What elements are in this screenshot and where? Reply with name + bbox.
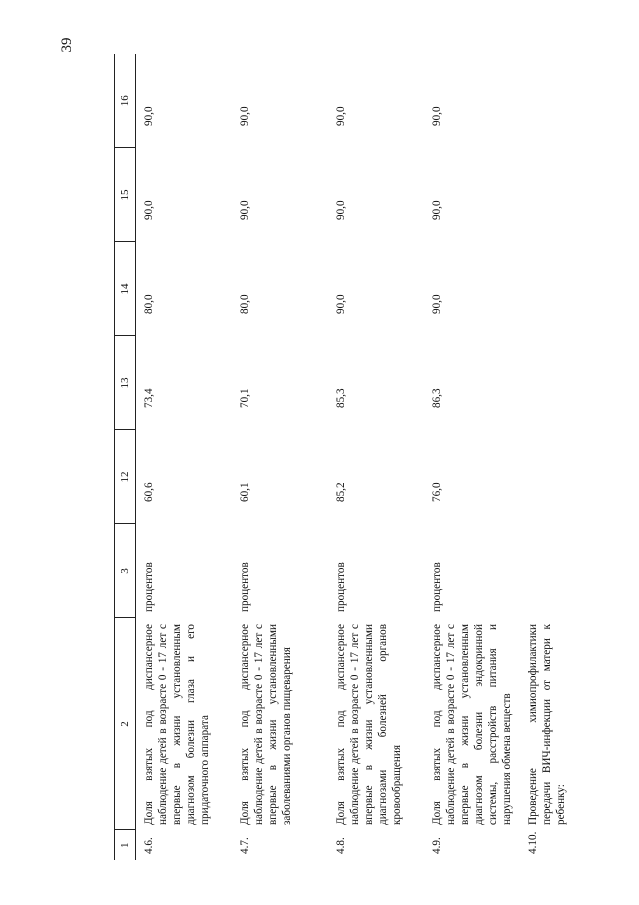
column-header: 2 bbox=[115, 618, 136, 830]
indicator-name: Доля взятых под диспансерное наблюдение детей в возрасте 0 - 17 лет с впервые в жизни установленными диагнозами болезней органов кровообращения bbox=[335, 624, 403, 825]
value-cell bbox=[520, 54, 568, 148]
row-number: 4.10. bbox=[527, 831, 539, 854]
column-header: 1 bbox=[115, 830, 136, 860]
table-row bbox=[520, 54, 568, 860]
value-cell: 90,0 bbox=[143, 106, 155, 126]
row-number: 4.6. bbox=[143, 837, 155, 854]
indicator-name: Доля взятых под диспансерное наблюдение детей в возрасте 0 - 17 лет с впервые в жизни установленным диагнозом болезни эндокринной системы, расстройств питания и нарушения обмена веществ bbox=[431, 624, 513, 825]
column-header: 14 bbox=[115, 242, 136, 336]
value-cell: 90,0 bbox=[143, 200, 155, 220]
value-cell: 90,0 bbox=[335, 294, 347, 314]
value-cell: 80,0 bbox=[239, 294, 251, 314]
value-cell: 60,6 bbox=[143, 482, 155, 502]
table-row bbox=[424, 54, 520, 860]
rotated-table-container bbox=[114, 54, 614, 860]
column-header: 15 bbox=[115, 148, 136, 242]
value-cell: 90,0 bbox=[431, 106, 443, 126]
table-row bbox=[136, 54, 233, 860]
header-row bbox=[115, 54, 136, 860]
column-header: 16 bbox=[115, 54, 136, 148]
unit-cell: процентов bbox=[335, 562, 347, 612]
unit-cell: процентов bbox=[431, 562, 443, 612]
unit-cell: процентов bbox=[143, 562, 155, 612]
value-cell bbox=[520, 148, 568, 242]
indicator-name: Доля взятых под диспансерное наблюдение детей в возрасте 0 - 17 лет с впервые в жизни установленными заболеваниями органов пищеварения bbox=[239, 624, 293, 825]
value-cell: 76,0 bbox=[431, 482, 443, 502]
column-header: 13 bbox=[115, 336, 136, 430]
value-cell: 90,0 bbox=[335, 106, 347, 126]
value-cell: 90,0 bbox=[239, 200, 251, 220]
value-cell bbox=[520, 336, 568, 430]
value-cell: 90,0 bbox=[431, 294, 443, 314]
page-number: 39 bbox=[59, 37, 75, 53]
value-cell: 85,3 bbox=[335, 388, 347, 408]
table-row bbox=[232, 54, 328, 860]
value-cell: 90,0 bbox=[239, 106, 251, 126]
row-number: 4.7. bbox=[239, 837, 251, 854]
row-number: 4.8. bbox=[335, 837, 347, 854]
value-cell: 80,0 bbox=[143, 294, 155, 314]
value-cell bbox=[520, 430, 568, 524]
value-cell: 90,0 bbox=[431, 200, 443, 220]
value-cell: 86,3 bbox=[431, 388, 443, 408]
row-number: 4.9. bbox=[431, 837, 443, 854]
value-cell: 73,4 bbox=[143, 388, 155, 408]
indicator-name: Проведение химиопрофилактики передачи ВИЧ-инфекции от матери к ребенку: bbox=[527, 624, 567, 825]
value-cell: 85,2 bbox=[335, 482, 347, 502]
table-row bbox=[328, 54, 424, 860]
indicators-table bbox=[114, 54, 568, 860]
value-cell: 60,1 bbox=[239, 482, 251, 502]
value-cell: 90,0 bbox=[335, 200, 347, 220]
column-header: 12 bbox=[115, 430, 136, 524]
unit-cell bbox=[520, 524, 568, 618]
value-cell bbox=[520, 242, 568, 336]
value-cell: 70,1 bbox=[239, 388, 251, 408]
indicator-name: Доля взятых под диспансерное наблюдение детей в возрасте 0 - 17 лет с впервые в жизни установленным диагнозом болезни глаза и его придаточного аппарата bbox=[143, 624, 211, 825]
unit-cell: процентов bbox=[239, 562, 251, 612]
column-header: 3 bbox=[115, 524, 136, 618]
